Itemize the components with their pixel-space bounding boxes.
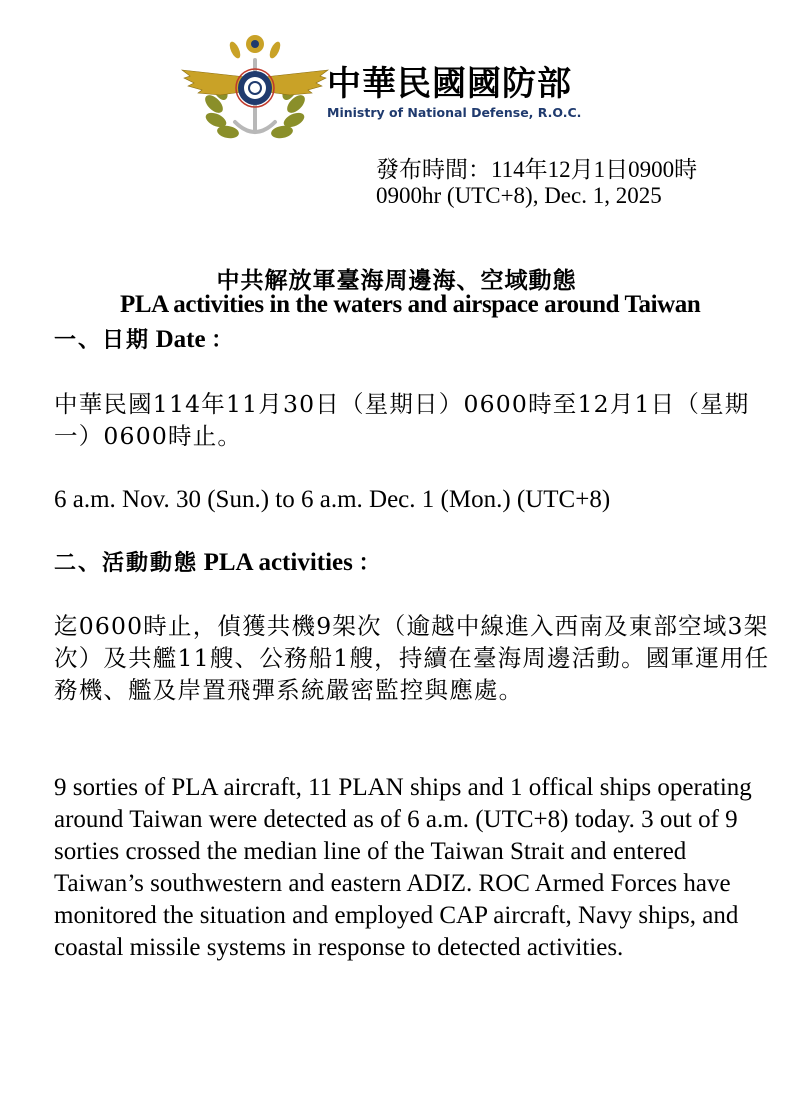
- activities-text-en: 9 sorties of PLA aircraft, 11 PLAN ships and 1 offical ships operating around Taiwan were detected as of 6 a.m. (UTC+8) today. 3 out of 9 sorties crossed the median line of the Taiwan Strait and entered Taiwan’s southwestern and eastern ADIZ. ROC Armed Forces have monitored the situation and employed CAP aircraft, Navy ships, and coastal missile systems in response to detected activities.: [54, 774, 752, 961]
- section-date-heading-zh: 一、日期: [54, 327, 151, 353]
- publish-time-zh: 發布時間：114年12月1日0900時: [376, 157, 698, 182]
- section-date-heading-colon: ：: [211, 327, 236, 353]
- section-activities-heading-colon: ：: [358, 550, 383, 576]
- section-date-heading: [54, 323, 235, 354]
- section-activities-heading: [54, 546, 382, 577]
- activities-text-zh: 迄0600時止，偵獲共機9架次（逾越中線進入西南及東部空域3架次）及共艦11艘、公務船1艘，持續在臺海周邊活動。國軍運用任務機、艦及岸置飛彈系統嚴密監控與應處。: [54, 612, 770, 704]
- org-name-en: Ministry of National Defense, R.O.C.: [327, 105, 582, 120]
- section-date-heading-en: Date: [155, 326, 206, 353]
- date-text-en: 6 a.m. Nov. 30 (Sun.) to 6 a.m. Dec. 1 (Mon.) (UTC+8): [54, 486, 611, 513]
- page-title-zh: 中共解放軍臺海周邊海、空域動態: [216, 267, 577, 294]
- date-text-zh: 中華民國114年11月30日（星期日）0600時至12月1日（星期一）0600時止。: [54, 390, 750, 450]
- org-name-zh: 中華民國國防部: [327, 64, 572, 104]
- section-activities-heading-zh: 二、活動動態: [54, 550, 199, 576]
- section-activities-heading-en: PLA activities: [203, 549, 353, 576]
- page-title-en: PLA activities in the waters and airspace around Taiwan: [120, 291, 701, 318]
- mnd-emblem-icon: [180, 30, 330, 145]
- publish-time-en: 0900hr (UTC+8), Dec. 1, 2025: [376, 183, 662, 208]
